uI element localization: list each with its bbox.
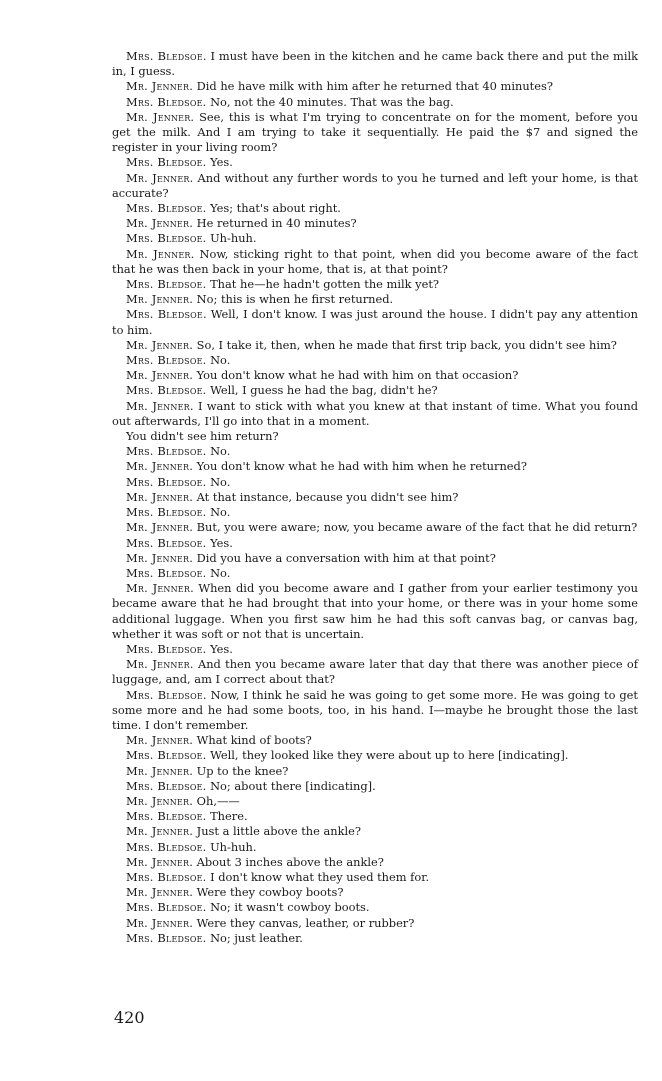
speaker-name: Mrs. Bledsoe. [126,900,207,915]
testimony-paragraph [112,490,638,505]
speaker-name: Mrs. Bledsoe. [126,231,207,246]
testimony-text: Uh-huh. [210,839,257,854]
testimony-text: Did you have a conversation with him at that point? [196,550,496,565]
testimony-text: No. [210,444,231,459]
speaker-name: Mr. Jenner. [126,109,195,124]
testimony-text: I don't know what they used them for. [210,869,430,884]
testimony-paragraph [112,277,638,292]
speaker-name: Mrs. Bledsoe. [126,809,207,824]
testimony-text: Uh-huh. [210,231,257,246]
speaker-name: Mrs. Bledsoe. [126,383,207,398]
testimony-text: Well, I guess he had the bag, didn't he? [210,383,438,398]
testimony-text: No, not the 40 minutes. That was the bag. [210,94,454,109]
testimony-paragraph [112,855,638,870]
testimony-text: Now, sticking right to that point, when did you become aware of the fact that he was then back in your home, that is, at that point? [112,246,638,276]
speaker-name: Mr. Jenner. [126,733,194,748]
testimony-text: Were they cowboy boots? [196,885,344,900]
testimony-text: About 3 inches above the ankle? [196,854,384,869]
testimony-text: There. [210,809,248,824]
speaker-name: Mrs. Bledsoe. [126,277,207,292]
testimony-paragraph [112,916,638,931]
testimony-text: No. [210,353,231,368]
speaker-name: Mrs. Bledsoe. [126,474,207,489]
testimony-text: He returned in 40 minutes? [196,216,357,231]
speaker-name: Mr. Jenner. [126,170,194,185]
speaker-name: Mr. Jenner. [126,459,194,474]
testimony-paragraph [112,429,638,444]
testimony-paragraph [112,566,638,581]
testimony-paragraph [112,216,638,231]
speaker-name: Mrs. Bledsoe. [126,748,207,763]
testimony-paragraph [112,657,638,687]
testimony-paragraph [112,353,638,368]
testimony-text: No; this is when he first returned. [196,292,394,307]
testimony-paragraph [112,201,638,216]
testimony-paragraph [112,292,638,307]
testimony-paragraph [112,840,638,855]
testimony-paragraph [112,900,638,915]
speaker-name: Mrs. Bledsoe. [126,930,207,945]
testimony-paragraph [112,49,638,79]
testimony-text: Yes; that's about right. [210,201,341,216]
speaker-name: Mr. Jenner. [126,915,194,930]
transcript-page [112,49,638,946]
testimony-paragraph [112,79,638,94]
speaker-name: Mr. Jenner. [126,216,194,231]
testimony-text: Up to the knee? [196,763,289,778]
speaker-name: Mr. Jenner. [126,550,194,565]
testimony-paragraph [112,794,638,809]
speaker-name: Mr. Jenner. [126,368,194,383]
testimony-text: You didn't see him return? [126,429,279,444]
testimony-text: Yes. [210,155,233,170]
testimony-paragraph [112,505,638,520]
testimony-text: What kind of boots? [196,733,312,748]
speaker-name: Mrs. Bledsoe. [126,565,207,580]
testimony-paragraph [112,581,638,642]
testimony-text: No; about there [indicating]. [210,778,376,793]
speaker-name: Mrs. Bledsoe. [126,839,207,854]
testimony-paragraph [112,520,638,535]
testimony-paragraph [112,885,638,900]
testimony-paragraph [112,809,638,824]
testimony-text: You don't know what he had with him when he returned? [196,459,527,474]
testimony-paragraph [112,171,638,201]
testimony-text: Just a little above the ankle? [196,824,361,839]
speaker-name: Mr. Jenner. [126,489,194,504]
testimony-text: Yes. [210,641,233,656]
testimony-text: And without any further words to you he turned and left your home, is that accurate? [112,170,638,200]
testimony-paragraph [112,733,638,748]
testimony-text: But, you were aware; now, you became aware of the fact that he did return? [196,520,638,535]
testimony-paragraph [112,95,638,110]
testimony-text: I want to stick with what you knew at that instant of time. What you found out afterwards, I'll go into that in a moment. [112,398,638,428]
speaker-name: Mrs. Bledsoe. [126,201,207,216]
testimony-text: No. [210,505,231,520]
testimony-paragraph [112,764,638,779]
testimony-paragraph [112,642,638,657]
testimony-paragraph [112,383,638,398]
testimony-paragraph [112,824,638,839]
testimony-paragraph [112,368,638,383]
testimony-text: Oh,—— [196,793,240,808]
speaker-name: Mr. Jenner. [126,337,194,352]
speaker-name: Mr. Jenner. [126,292,194,307]
speaker-name: Mr. Jenner. [126,824,194,839]
testimony-paragraph [112,307,638,337]
testimony-paragraph [112,444,638,459]
testimony-paragraph [112,475,638,490]
speaker-name: Mrs. Bledsoe. [126,505,207,520]
speaker-name: Mrs. Bledsoe. [126,687,207,702]
speaker-name: Mrs. Bledsoe. [126,353,207,368]
speaker-name: Mrs. Bledsoe. [126,155,207,170]
testimony-text: At that instance, because you didn't see him? [196,489,459,504]
speaker-name: Mrs. Bledsoe. [126,49,207,63]
testimony-paragraph [112,459,638,474]
speaker-name: Mr. Jenner. [126,79,194,94]
testimony-paragraph [112,870,638,885]
testimony-paragraph [112,247,638,277]
testimony-text: Well, they looked like they were about up to here [indicating]. [210,748,569,763]
testimony-text: No. [210,474,231,489]
speaker-name: Mr. Jenner. [126,854,194,869]
speaker-name: Mr. Jenner. [126,398,194,413]
testimony-paragraph [112,536,638,551]
speaker-name: Mrs. Bledsoe. [126,444,207,459]
testimony-text: No. [210,565,231,580]
testimony-text: Did he have milk with him after he returned that 40 minutes? [196,79,553,94]
testimony-text: So, I take it, then, when he made that first trip back, you didn't see him? [196,337,617,352]
testimony-paragraph [112,931,638,946]
speaker-name: Mrs. Bledsoe. [126,535,207,550]
speaker-name: Mr. Jenner. [126,885,194,900]
speaker-name: Mrs. Bledsoe. [126,778,207,793]
testimony-paragraph [112,779,638,794]
testimony-paragraph [112,688,638,734]
testimony-text: And then you became aware later that day that there was another piece of luggage, and, am I correct about that? [112,657,638,687]
speaker-name: Mr. Jenner. [126,763,194,778]
testimony-text: See, this is what I'm trying to concentrate on for the moment, before you get the milk. And I am trying to take it sequentially. He paid the $7 and signed the register in your living room? [112,109,638,155]
speaker-name: Mr. Jenner. [126,520,194,535]
testimony-paragraph [112,551,638,566]
testimony-text: When did you become aware and I gather from your earlier testimony you became aware that he had brought that into your home, or there was in your home some additional luggage. When you first saw him he had this soft canvas bag, or canvas bag, whether it was soft or not that is uncertain. [112,581,638,641]
testimony-text: Were they canvas, leather, or rubber? [196,915,415,930]
testimony-text: Well, I don't know. I was just around the house. I didn't pay any attention to him. [112,307,638,337]
speaker-name: Mrs. Bledsoe. [126,869,207,884]
speaker-name: Mr. Jenner. [126,657,194,672]
testimony-paragraph [112,231,638,246]
testimony-text: No; it wasn't cowboy boots. [210,900,370,915]
speaker-name: Mrs. Bledsoe. [126,94,207,109]
testimony-paragraph [112,338,638,353]
testimony-text: That he—he hadn't gotten the milk yet? [210,277,439,292]
speaker-name: Mr. Jenner. [126,581,194,596]
testimony-paragraph [112,748,638,763]
testimony-paragraph [112,155,638,170]
speaker-name: Mr. Jenner. [126,793,194,808]
testimony-paragraph [112,110,638,156]
testimony-text: You don't know what he had with him on that occasion? [196,368,519,383]
page-number: 420 [114,1008,145,1027]
testimony-text: Yes. [210,535,233,550]
speaker-name: Mrs. Bledsoe. [126,641,207,656]
testimony-text: Now, I think he said he was going to get some more. He was going to get some more and he had some boots, too, in his hand. I—maybe he brought those the last time. I don't remember. [112,687,638,732]
testimony-transcript [112,49,638,946]
speaker-name: Mr. Jenner. [126,246,195,261]
testimony-text: I must have been in the kitchen and he came back there and put the milk in, I guess. [112,49,639,79]
speaker-name: Mrs. Bledsoe. [126,307,207,322]
testimony-paragraph [112,399,638,429]
testimony-text: No; just leather. [210,930,303,945]
